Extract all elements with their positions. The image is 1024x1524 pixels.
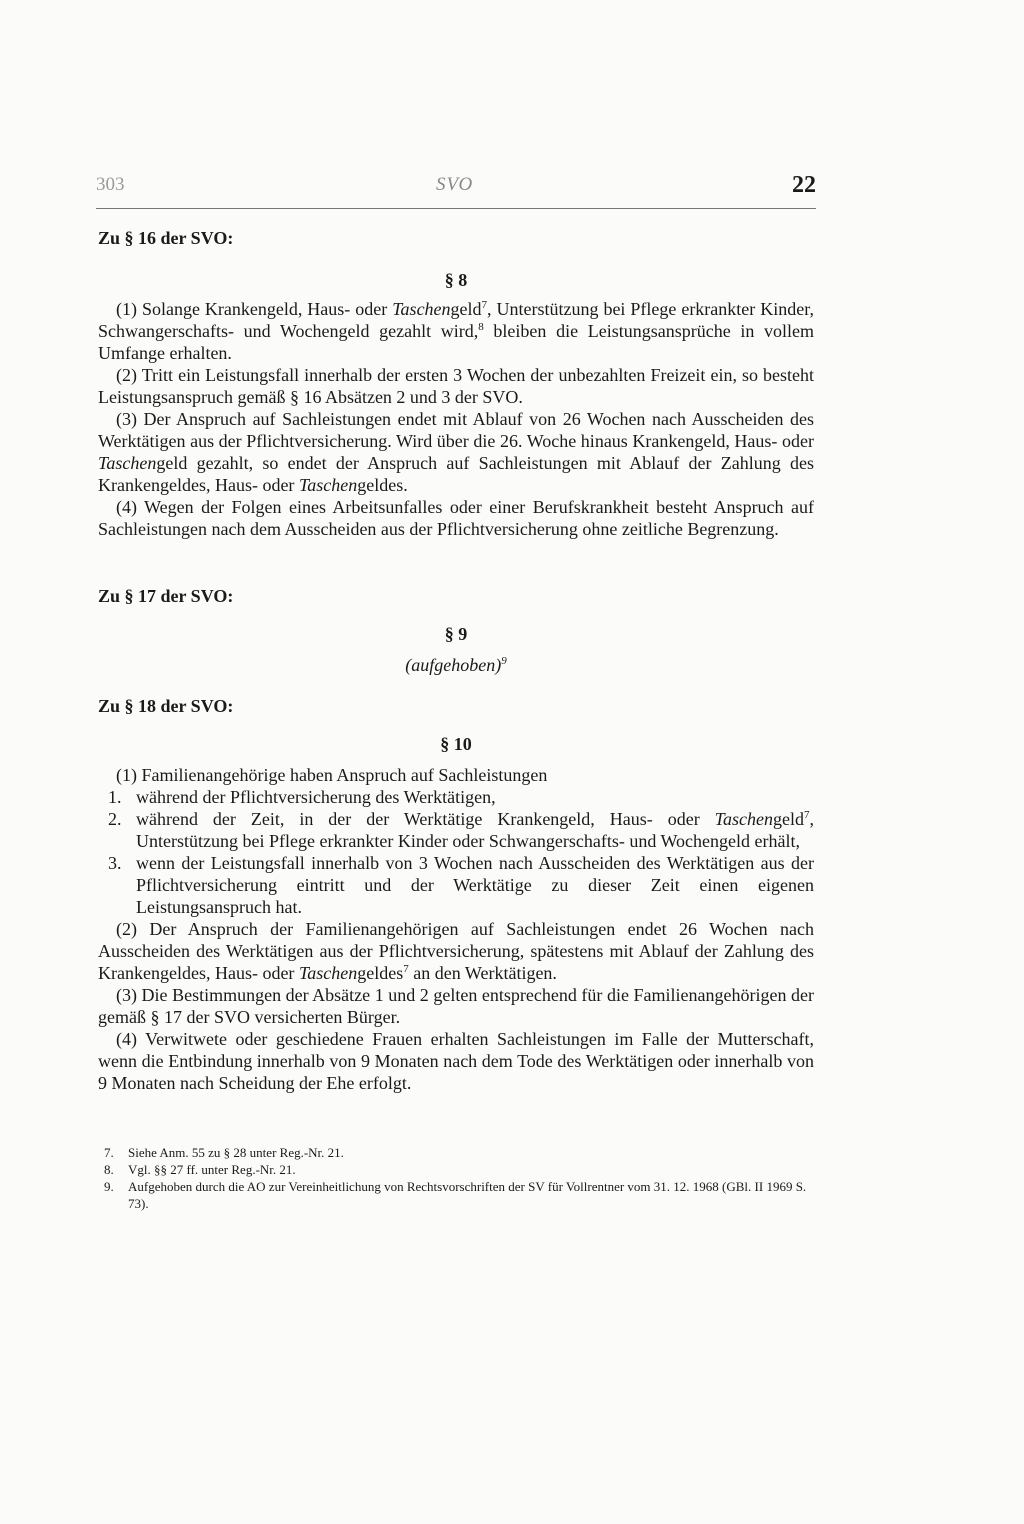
heading-zu-17: Zu § 17 der SVO:: [98, 586, 234, 606]
s8-paragraph-3: (3) Der Anspruch auf Sachleistungen endet mit Ablauf von 26 Wochen nach Ausscheiden des Werktätigen aus der Pflichtversicherung. Wird über die 26. Woche hinaus Krankengeld, Haus- oder Taschengeld gezahlt, so endet der Anspruch auf Sachleistungen mit Ablauf der Zahlung des Krankengeldes, Haus- oder Taschengeldes.: [98, 409, 814, 495]
heading-zu-18: Zu § 18 der SVO:: [98, 696, 234, 716]
heading-zu-16: Zu § 16 der SVO:: [98, 228, 234, 248]
s8-paragraph-4: (4) Wegen der Folgen eines Arbeitsunfalles oder einer Berufskrankheit besteht Anspruch auf Sachleistungen nach dem Ausscheiden aus der Pflichtversicherung ohne zeitliche Begrenzung.: [98, 497, 814, 539]
s10-paragraph-4: (4) Verwitwete oder geschiedene Frauen erhalten Sachleistungen im Falle der Mutterschaft, wenn die Entbindung innerhalb von 9 Monaten nach dem Tode des Werktätigen oder innerhalb von 9 Monaten nach Scheidung der Ehe erfolgt.: [98, 1029, 814, 1093]
s8-paragraph-1: (1) Solange Krankengeld, Haus- oder Taschengeld$^7$, Unterstützung bei Pflege erkrankter Kinder, Schwangerschafts- und Wochengeld gezahlt wird,$^8$ bleiben die Leistungsansprüche in vollem Umfange erhalten.: [98, 299, 814, 363]
s10-paragraph-3: (3) Die Bestimmungen der Absätze 1 und 2 gelten entsprechend für die Familienangehörigen der gemäß § 17 der SVO versicherten Bürger.: [98, 985, 814, 1027]
s10-paragraph-2: (2) Der Anspruch der Familienangehörigen auf Sachleistungen endet 26 Wochen nach Ausscheiden des Werktätigen aus der Pflichtversicherung, spätestens mit Ablauf der Zahlung des Krankengeldes, Haus- oder Taschengeldes$^7$ an den Werktätigen.: [98, 919, 814, 983]
list-item: 2. während der Zeit, in der der Werktätige Krankengeld, Haus- oder Taschengeld$^7$, Unterstützung bei Pflege erkrankter Kinder oder Schwangerschafts- und Wochengeld erhält,: [108, 809, 814, 851]
header-page-number-right: 22: [792, 172, 816, 198]
section-8-title: § 8: [444, 270, 468, 290]
header-title: SVO: [436, 174, 474, 195]
list-item: 1. während der Pflichtversicherung des Werktätigen,: [108, 787, 496, 807]
footnotes: [104, 1144, 816, 1212]
s10-paragraph-1: (1) Familienangehörige haben Anspruch auf Sachleistungen: [116, 765, 548, 785]
header-page-number-left: 303: [96, 174, 125, 195]
section-9-repealed: (aufgehoben)$^9$: [405, 655, 507, 675]
list-item: 3. wenn der Leistungsfall innerhalb von 3 Wochen nach Ausscheiden des Werktätigen aus der Pflichtversicherung eintritt und der Werktätige zu dieser Zeit einen eigenen Leistungsanspruch hat.: [108, 853, 814, 917]
footnote: 9. Aufgehoben durch die AO zur Vereinheitlichung von Rechtsvorschriften der SV für Vollrentner vom 31. 12. 1968 (GBl. II 1969 S. 73).: [104, 1179, 807, 1211]
section-10-title: § 10: [440, 734, 472, 754]
section-9-title: § 9: [444, 624, 468, 644]
section-8-body: [98, 298, 814, 540]
footnote: 7. Siehe Anm. 55 zu § 28 unter Reg.-Nr. 21.: [104, 1145, 344, 1160]
section-10-body: [98, 764, 814, 1094]
running-header: [96, 172, 816, 209]
footnote: 8. Vgl. §§ 27 ff. unter Reg.-Nr. 21.: [104, 1162, 296, 1177]
s8-paragraph-2: (2) Tritt ein Leistungsfall innerhalb der ersten 3 Wochen der unbezahlten Freizeit ein, so besteht Leistungsanspruch gemäß § 16 Absätzen 2 und 3 der SVO.: [98, 365, 814, 407]
